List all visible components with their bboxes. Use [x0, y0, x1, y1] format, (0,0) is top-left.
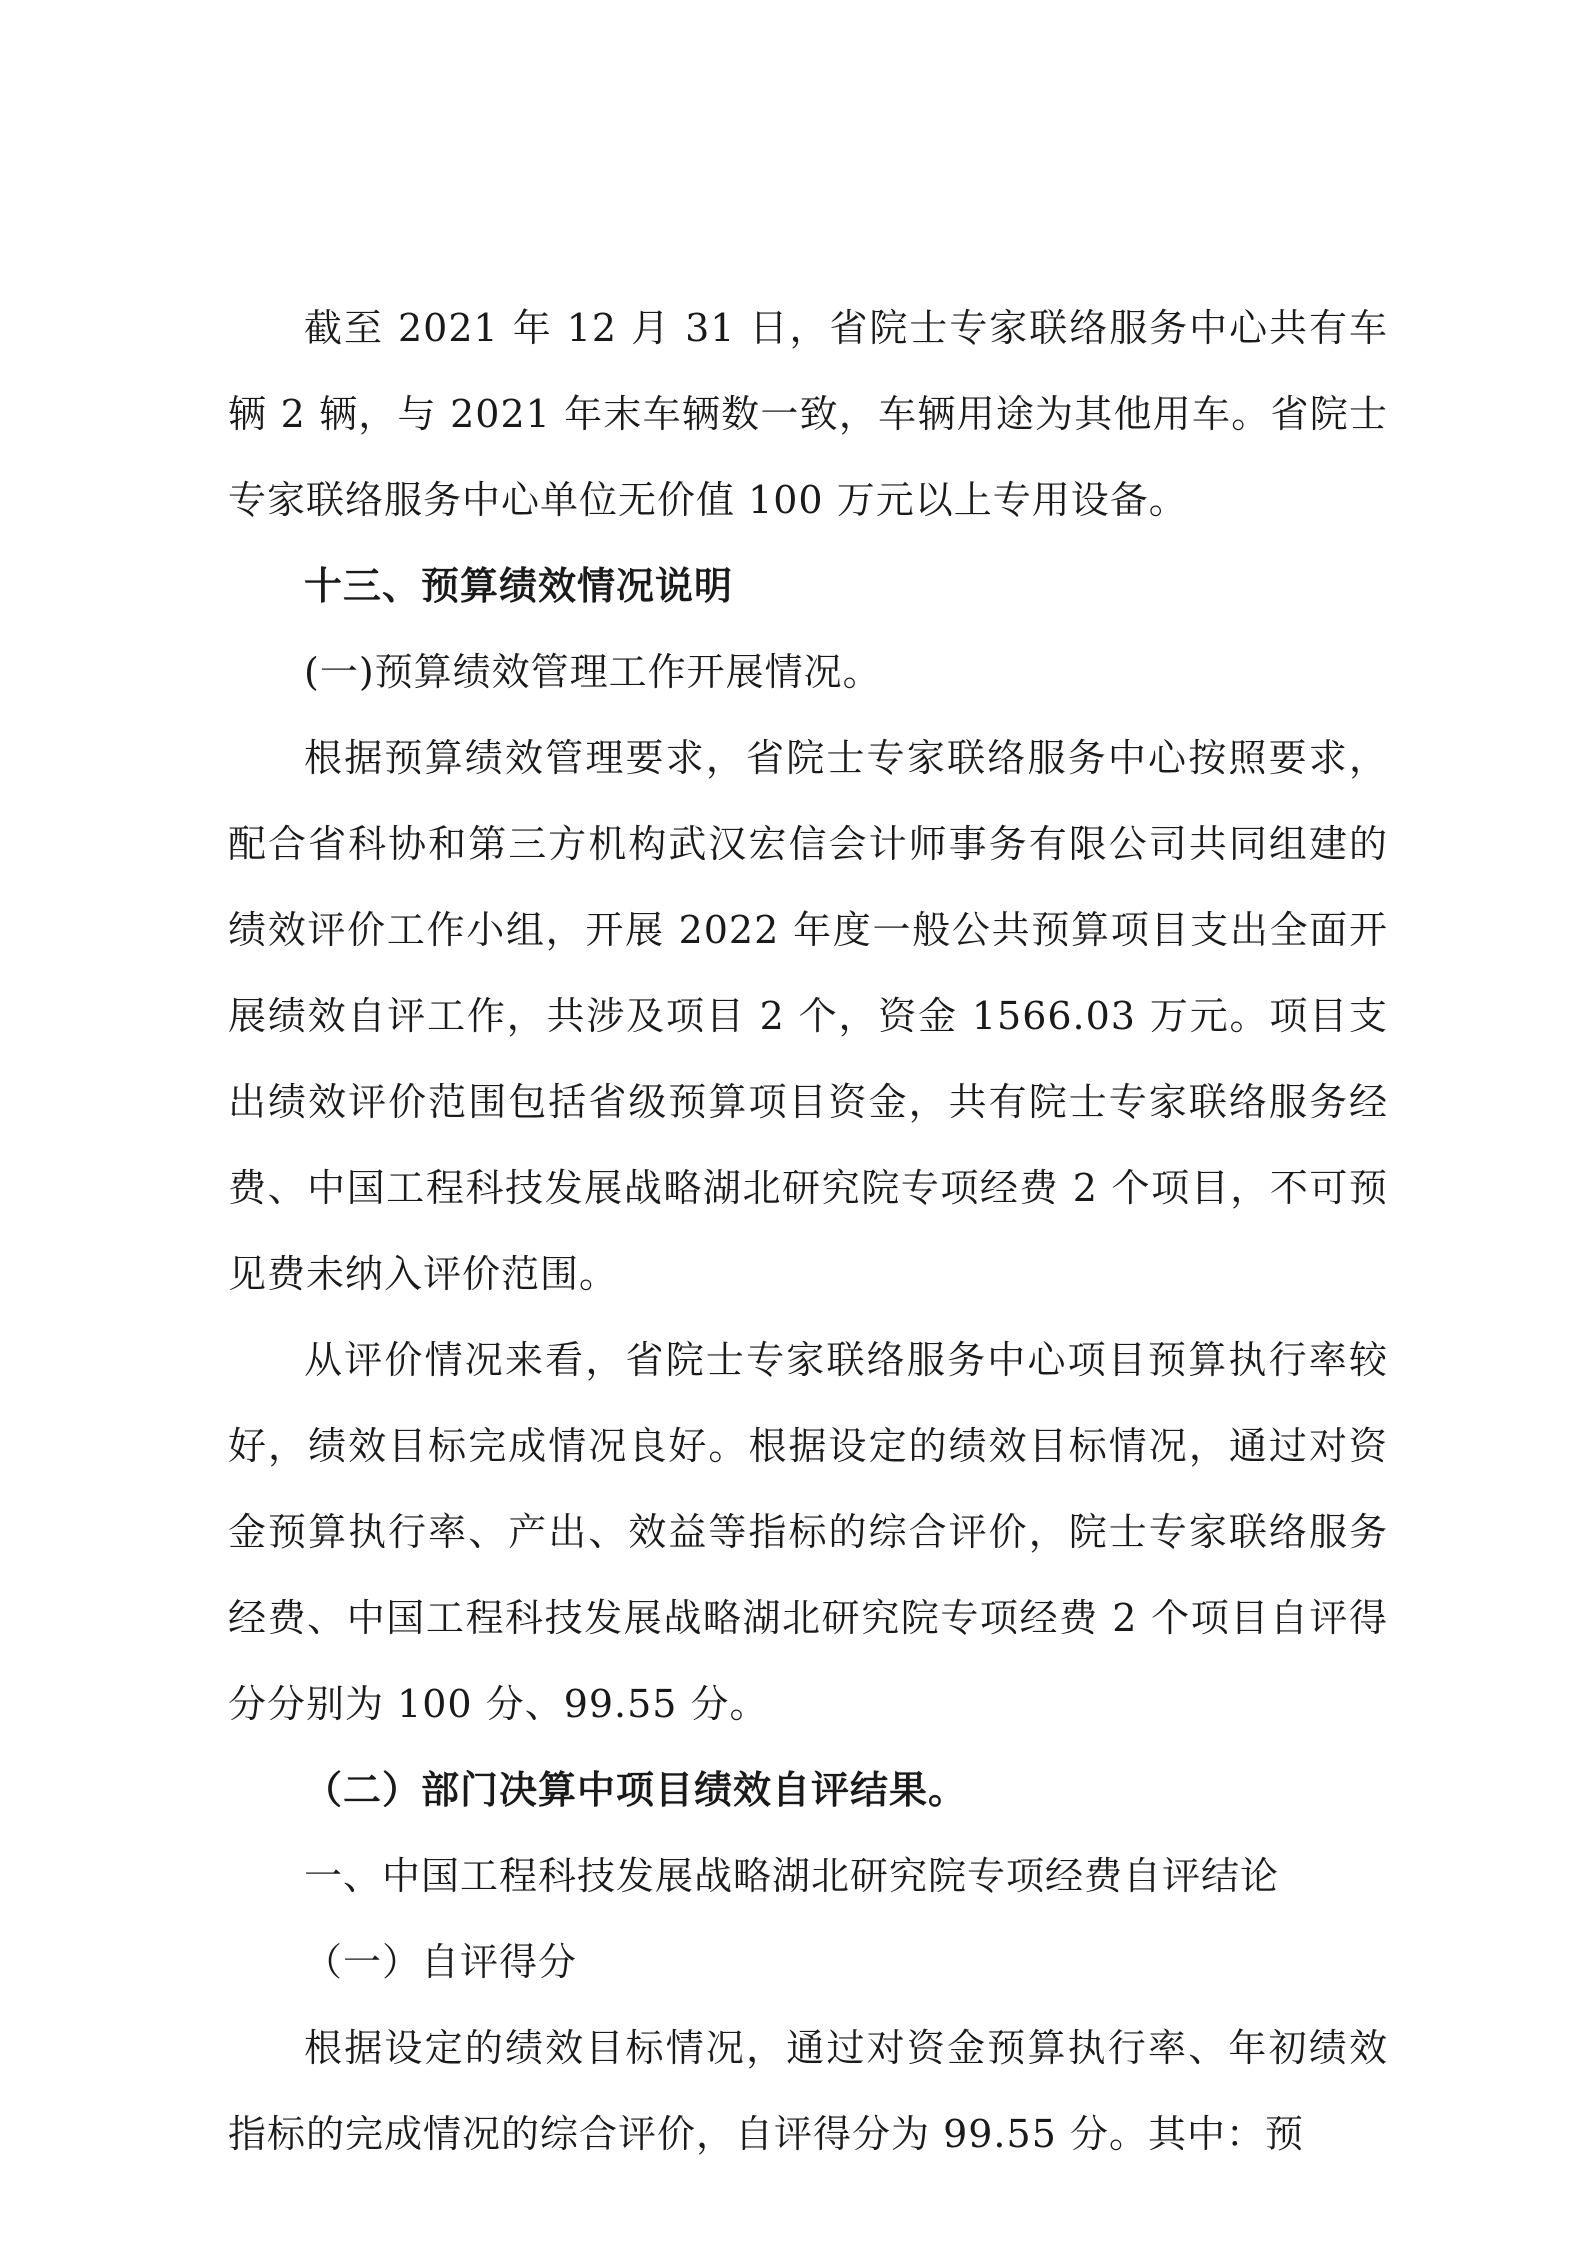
paragraph-score-details: 根据设定的绩效目标情况，通过对资金预算执行率、年初绩效指标的完成情况的综合评价，自评得分为 99.55 分。其中：预 [228, 2026, 1388, 2156]
section-heading-budget-performance: 十三、预算绩效情况说明 [304, 564, 734, 608]
paragraph-evaluation-results: 从评价情况来看，省院士专家联络服务中心项目预算执行率较好，绩效目标完成情况良好。根据设定的绩效目标情况，通过对资金预算执行率、产出、效益等指标的综合评价，院士专家联络服务经费、中国工程科技发展战略湖北研究院专项经费 2 个项目自评得分分别为 100 分、99.55 分。 [228, 1338, 1388, 1726]
document-body [228, 285, 1388, 2177]
subheading-self-score: （一）自评得分 [304, 1940, 578, 1984]
subheading-self-evaluation-results: （二）部门决算中项目绩效自评结果。 [304, 1768, 968, 1812]
paragraph-vehicles: 截至 2021 年 12 月 31 日，省院士专家联络服务中心共有车辆 2 辆，与 2021 年末车辆数一致，车辆用途为其他用车。省院士专家联络服务中心单位无价值 100 万元以上专用设备。 [228, 306, 1388, 522]
paragraph-management-requirements: 根据预算绩效管理要求，省院士专家联络服务中心按照要求，配合省科协和第三方机构武汉宏信会计师事务有限公司共同组建的绩效评价工作小组，开展 2022 年度一般公共预算项目支出全面开展绩效自评工作，共涉及项目 2 个，资金 1566.03 万元。项目支出绩效评价范围包括省级预算项目资金，共有院士专家联络服务经费、中国工程科技发展战略湖北研究院专项经费 2 个项目，不可预见费未纳入评价范围。 [228, 736, 1388, 1296]
subheading-management-work: (一)预算绩效管理工作开展情况。 [304, 650, 882, 694]
subheading-research-institute-conclusion: 一、中国工程科技发展战略湖北研究院专项经费自评结论 [304, 1854, 1280, 1898]
